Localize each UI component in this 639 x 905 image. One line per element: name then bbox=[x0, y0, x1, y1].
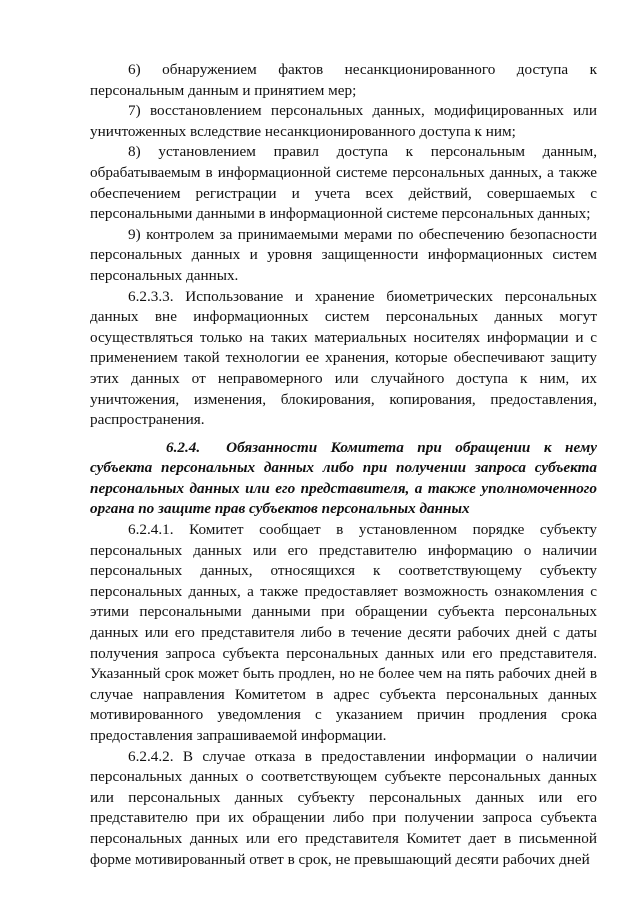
list-item-6: 6) обнаружением фактов несанкционированного доступа к персональным данным и принятием мер; bbox=[90, 61, 597, 99]
list-item-7: 7) восстановлением персональных данных, модифицированных или уничтоженных вследствие несанкционированного доступа к ним; bbox=[90, 102, 597, 140]
clause-6-2-3-3: 6.2.3.3. Использование и хранение биометрических персональных данных вне информационных систем персональных данных могут осуществляться только на таких материальных носителях информации и с применением такой технологии ее хранения, которые обеспечивают защиту этих данных от неправомерного или случайного доступа к ним, их уничтожения, изменения, блокирования, копирования, предоставления, распространения. bbox=[90, 287, 597, 429]
clause-6-2-4-1: 6.2.4.1. Комитет сообщает в установленном порядке субъекту персональных данных или его представителю информацию о наличии персональных данных, относящихся к соответствующему субъекту персональных данных, а также предоставляет возможность ознакомления с этими персональными данными при обращении субъекта персональных данных или его представителя либо в течение десяти рабочих дней с даты получения запроса субъекта персональных данных или его представителя. Указанный срок может быть продлен, но не более чем на пять рабочих дней в случае направления Комитетом в адрес субъекта персональных данных мотивированного уведомления с указанием причин продления срока предоставления запрашиваемой информации. bbox=[90, 521, 597, 744]
section-title: Обязанности Комитета при обращении к нему субъекта персональных данных либо при получении запроса субъекта персональных данных или его представителя, а также уполномоченного органа по защите прав субъектов персональных данных bbox=[90, 438, 597, 518]
section-heading-6-2-4 bbox=[90, 438, 597, 520]
document-page bbox=[90, 60, 597, 870]
clause-6-2-4-2: 6.2.4.2. В случае отказа в предоставлении информации о наличии персональных данных о соответствующем субъекте персональных данных или персональных данных субъекту персональных данных или его представителю при их обращении либо при получении запроса субъекта персональных данных или его представителя Комитет дает в письменной форме мотивированный ответ в срок, не превышающий десяти рабочих дней bbox=[90, 747, 597, 868]
list-item-8: 8) установлением правил доступа к персональным данным, обрабатываемым в информационной системе персональных данных, а также обеспечением регистрации и учета всех действий, совершаемых с персональными данными в информационной системе персональных данных; bbox=[90, 143, 597, 223]
list-item-9: 9) контролем за принимаемыми мерами по обеспечению безопасности персональных данных и уровня защищенности информационных систем персональных данных. bbox=[90, 225, 597, 284]
section-number: 6.2.4. bbox=[166, 438, 201, 456]
